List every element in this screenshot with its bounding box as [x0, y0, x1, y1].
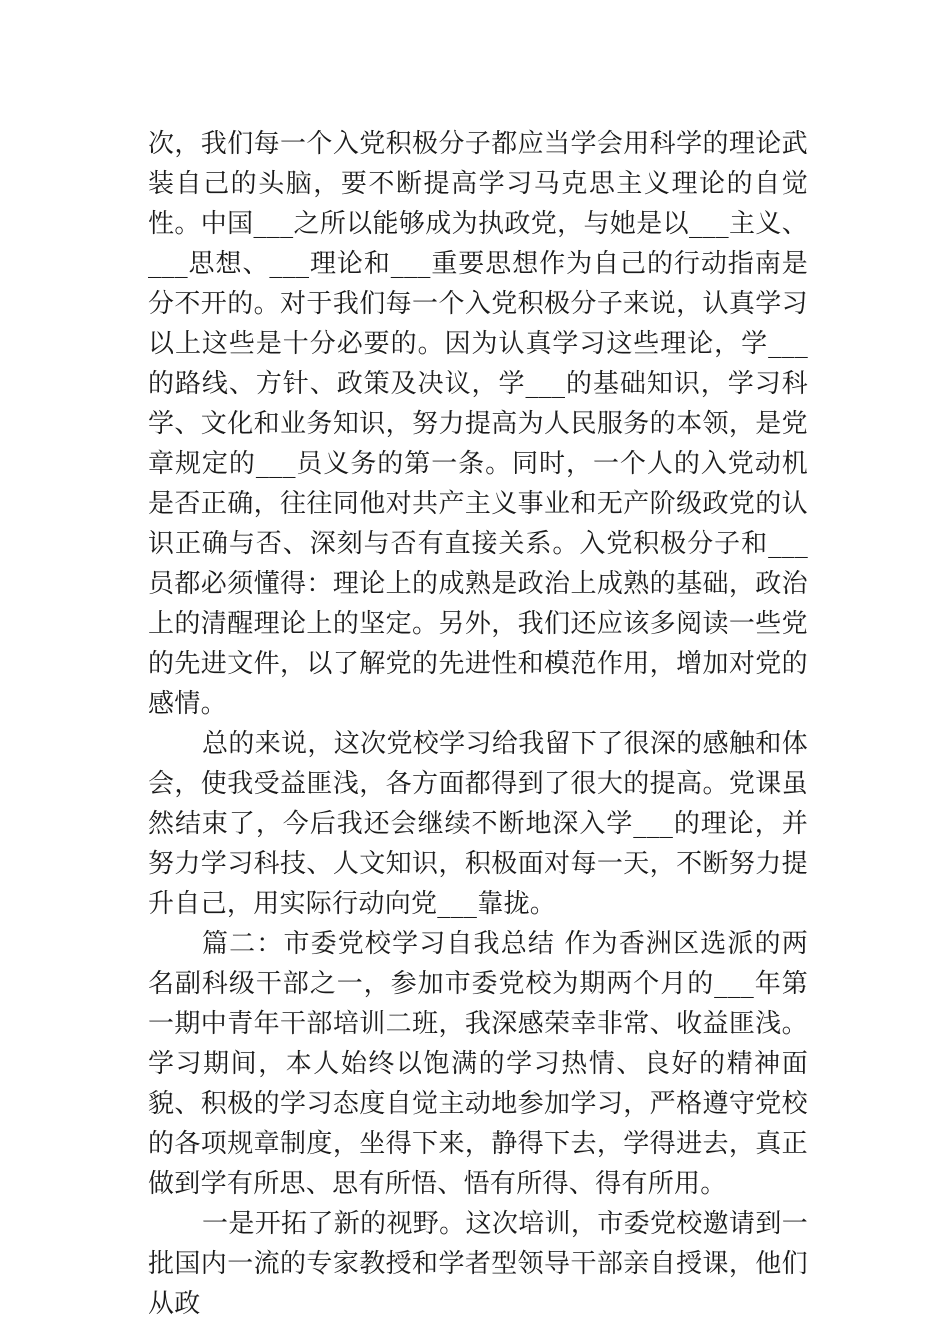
document-body: [148, 124, 808, 1324]
paragraph-continuation: 次，我们每一个入党积极分子都应当学会用科学的理论武装自己的头脑，要不断提高学习马克思主义理论的自觉性。中国___之所以能够成为执政党，与她是以___主义、___思想、___理论和___重要思想作为自己的行动指南是分不开的。对于我们每一个入党积极分子来说，认真学习以上这些是十分必要的。因为认真学习这些理论，学___的路线、方针、政策及决议，学___的基础知识，学习科学、文化和业务知识，努力提高为人民服务的本领，是党章规定的___员义务的第一条。同时，一个人的入党动机是否正确，往往同他对共产主义事业和无产阶级政党的认识正确与否、深刻与否有直接关系。入党积极分子和___员都必须懂得：理论上的成熟是政治上成熟的基础，政治上的清醒理论上的坚定。另外，我们还应该多阅读一些党的先进文件，以了解党的先进性和模范作用，增加对党的感情。: [148, 129, 808, 719]
paragraph-summary: 总的来说，这次党校学习给我留下了很深的感触和体会，使我受益匪浅，各方面都得到了很大的提高。党课虽然结束了，今后我还会继续不断地深入学___的理论，并努力学习科技、人文知识，积极面对每一天，不断努力提升自己，用实际行动向党___靠拢。: [148, 729, 808, 919]
paragraph-part-two: 篇二：市委党校学习自我总结 作为香洲区选派的两名副科级干部之一，参加市委党校为期两个月的___年第一期中青年干部培训二班，我深感荣幸非常、收益匪浅。学习期间，本人始终以饱满的学习热情、良好的精神面貌、积极的学习态度自觉主动地参加学习，严格遵守党校的各项规章制度，坐得下来，静得下去，学得进去，真正做到学有所思、思有所悟、悟有所得、得有所用。: [148, 929, 808, 1199]
paragraph-point-one: 一是开拓了新的视野。这次培训，市委党校邀请到一批国内一流的专家教授和学者型领导干部亲自授课，他们从政: [148, 1209, 808, 1319]
